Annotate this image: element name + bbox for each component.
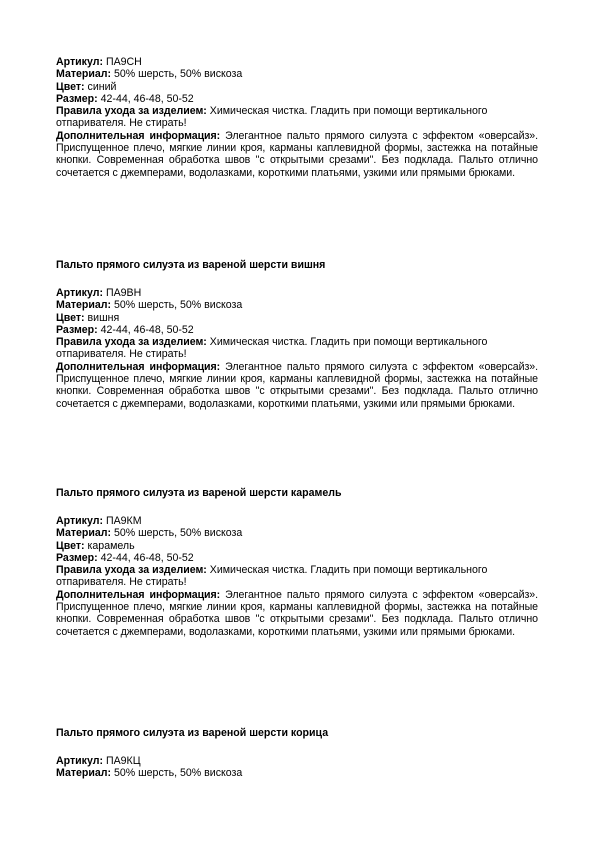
care-value-2: отпаривателя. Не стирать! (56, 117, 187, 130)
material-label: Материал: (56, 527, 112, 540)
material-line (56, 767, 538, 779)
care-label: Правила ухода за изделием: (56, 336, 207, 349)
info-paragraph (56, 361, 538, 410)
material-label: Материал: (56, 68, 112, 81)
size-line (56, 93, 538, 105)
care-value-2: отпаривателя. Не стирать! (56, 348, 187, 361)
article-label: Артикул: (56, 287, 103, 299)
care-label: Правила ухода за изделием: (56, 564, 207, 577)
size-value: 42-44, 46-48, 50-52 (100, 323, 194, 336)
material-line (56, 68, 538, 80)
info-value: Элегантное пальто прямого силуэта с эффектом «оверсайз». Приспущенное плечо, мягкие линии кроя, карманы каплевидной формы, застежка на потайные кнопки. Современная обработка швов "с открытыми срезами". Без подклада. Пальто отлично сочетается с джемперами, водолазками, короткими платьями, узкими или прямыми брюками. (56, 360, 539, 410)
info-paragraph (56, 589, 538, 638)
care-value-2: отпаривателя. Не стирать! (56, 576, 187, 589)
care-value-1: Химическая чистка. Гладить при помощи вертикального (209, 336, 488, 349)
article-line (56, 515, 538, 527)
care-value-1: Химическая чистка. Гладить при помощи вертикального (209, 564, 488, 577)
article-value: ПА9КЦ (105, 755, 141, 767)
care-label: Правила ухода за изделием: (56, 105, 207, 118)
color-label: Цвет: (56, 80, 85, 93)
info-value: Элегантное пальто прямого силуэта с эффектом «оверсайз». Приспущенное плечо, мягкие линии кроя, карманы каплевидной формы, застежка на потайные кнопки. Современная обработка швов "с открытыми срезами". Без подклада. Пальто отлично сочетается с джемперами, водолазками, короткими платьями, узкими или прямыми брюками. (56, 129, 539, 179)
care-line-continued (56, 576, 538, 588)
article-line (56, 755, 538, 767)
size-label: Размер: (56, 323, 98, 336)
color-line (56, 81, 538, 93)
material-value: 50% шерсть, 50% вискоза (114, 68, 243, 81)
product-block (56, 727, 538, 780)
material-line (56, 299, 538, 311)
care-line (56, 564, 538, 576)
article-label: Артикул: (56, 515, 103, 527)
color-line (56, 540, 538, 552)
article-value: ПА9КМ (105, 515, 142, 527)
product-title: Пальто прямого силуэта из вареной шерсти корица (56, 727, 329, 739)
info-label: Дополнительная информация: (56, 360, 221, 373)
color-value: вишня (87, 311, 120, 324)
material-line (56, 527, 538, 539)
size-line (56, 552, 538, 564)
material-label: Материал: (56, 299, 112, 312)
material-value: 50% шерсть, 50% вискоза (114, 299, 243, 312)
article-line (56, 56, 538, 68)
material-label: Материал: (56, 767, 112, 780)
article-line (56, 287, 538, 299)
color-value: синий (87, 80, 117, 93)
article-label: Артикул: (56, 56, 103, 68)
size-label: Размер: (56, 92, 98, 105)
color-label: Цвет: (56, 539, 85, 552)
care-line (56, 105, 538, 117)
care-value-1: Химическая чистка. Гладить при помощи вертикального (209, 105, 488, 118)
color-value: карамель (87, 539, 135, 552)
size-label: Размер: (56, 551, 98, 564)
article-value: ПА9СН (105, 56, 142, 68)
article-value: ПА9ВН (105, 287, 142, 299)
info-label: Дополнительная информация: (56, 129, 221, 142)
material-value: 50% шерсть, 50% вискоза (114, 767, 243, 780)
size-value: 42-44, 46-48, 50-52 (100, 92, 194, 105)
color-label: Цвет: (56, 311, 85, 324)
care-line-continued (56, 348, 538, 360)
care-line (56, 336, 538, 348)
size-line (56, 324, 538, 336)
material-value: 50% шерсть, 50% вискоза (114, 527, 243, 540)
product-block (56, 487, 538, 638)
info-value: Элегантное пальто прямого силуэта с эффектом «оверсайз». Приспущенное плечо, мягкие линии кроя, карманы каплевидной формы, застежка на потайные кнопки. Современная обработка швов "с открытыми срезами". Без подклада. Пальто отлично сочетается с джемперами, водолазками, короткими платьями, узкими или прямыми брюками. (56, 588, 539, 638)
care-line-continued (56, 117, 538, 129)
product-block (56, 56, 538, 179)
color-line (56, 312, 538, 324)
article-label: Артикул: (56, 755, 103, 767)
info-paragraph (56, 130, 538, 179)
info-label: Дополнительная информация: (56, 588, 221, 601)
product-title: Пальто прямого силуэта из вареной шерсти карамель (56, 487, 342, 499)
product-title: Пальто прямого силуэта из вареной шерсти вишня (56, 259, 326, 271)
size-value: 42-44, 46-48, 50-52 (100, 551, 194, 564)
product-block (56, 259, 538, 410)
